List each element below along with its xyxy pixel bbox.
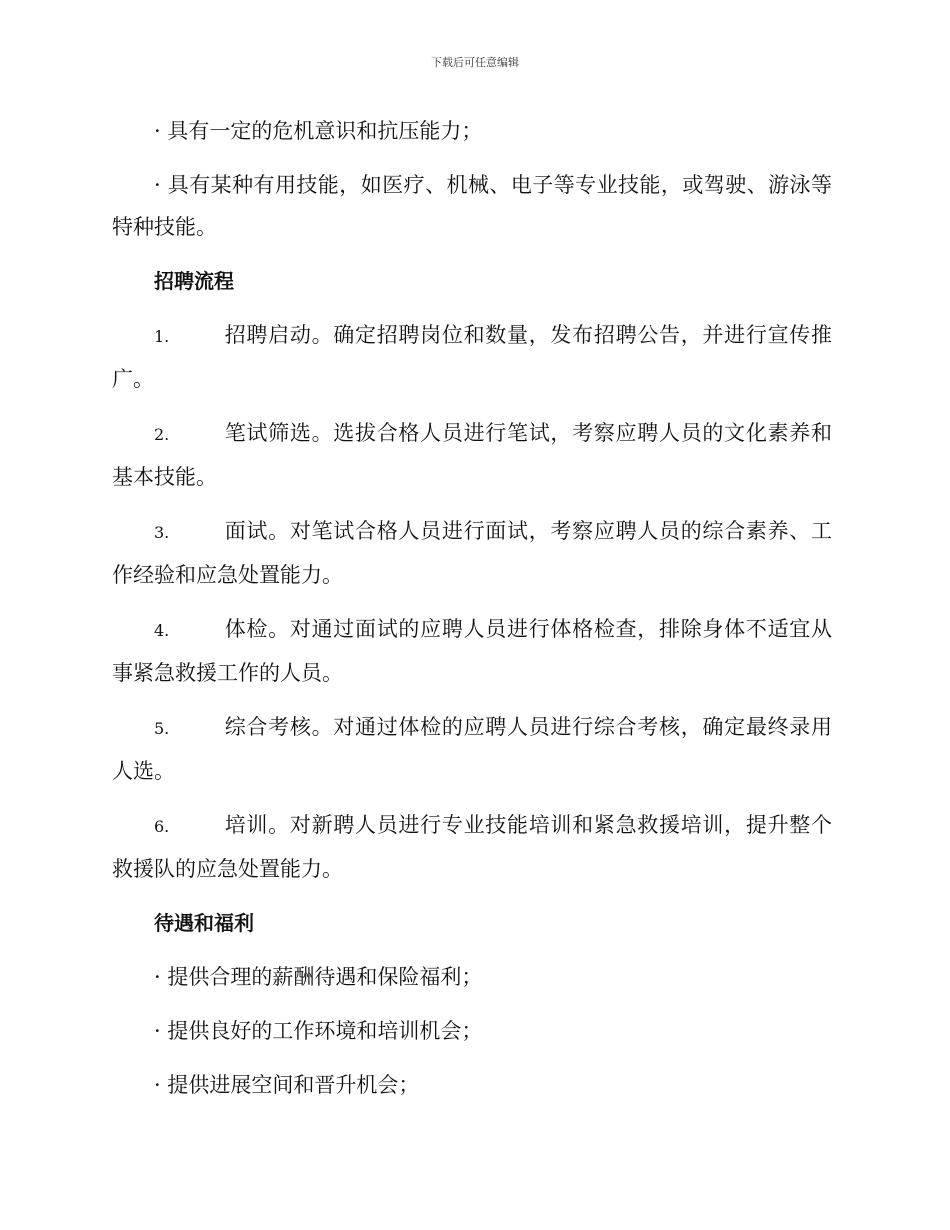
benefit-bullet: · 提供合理的薪酬待遇和保险福利；: [154, 965, 483, 989]
section-title-recruitment: 招聘流程: [154, 269, 234, 293]
benefit-bullet: · 提供进展空间和晋升机会；: [154, 1073, 420, 1097]
recruitment-step: [112, 608, 832, 694]
recruitment-step: [112, 314, 832, 400]
step-text: 体检。对通过面试的应聘人员进行体格检查，排除身体不适宜从事紧急救援工作的人员。: [112, 617, 832, 685]
requirement-bullet: · 具有一定的危机意识和抗压能力；: [154, 119, 483, 143]
recruitment-step: [112, 510, 832, 596]
step-number: 6.: [154, 817, 170, 836]
recruitment-step: [112, 412, 832, 498]
section-title-benefits: 待遇和福利: [154, 911, 254, 935]
step-number: 3.: [154, 523, 170, 542]
step-text: 招聘启动。确定招聘岗位和数量，发布招聘公告，并进行宣传推广。: [112, 323, 832, 391]
step-text: 面试。对笔试合格人员进行面试，考察应聘人员的综合素养、工作经验和应急处置能力。: [112, 519, 832, 587]
step-text: 笔试筛选。选拔合格人员进行笔试，考察应聘人员的文化素养和基本技能。: [112, 421, 832, 489]
requirement-bullet: · 具有某种有用技能，如医疗、机械、电子等专业技能，或驾驶、游泳等特种技能。: [112, 173, 832, 239]
step-number: 4.: [154, 621, 170, 640]
step-number: 1.: [154, 327, 170, 346]
step-number: 5.: [154, 719, 170, 738]
page-header: 下载后可任意编辑: [431, 56, 519, 69]
benefit-bullet: · 提供良好的工作环境和培训机会；: [154, 1019, 483, 1043]
document-body: [112, 110, 832, 1118]
recruitment-step: [112, 804, 832, 890]
step-text: 综合考核。对通过体检的应聘人员进行综合考核，确定最终录用人选。: [112, 715, 832, 783]
step-number: 2.: [154, 425, 170, 444]
recruitment-step: [112, 706, 832, 792]
step-text: 培训。对新聘人员进行专业技能培训和紧急救援培训，提升整个救援队的应急处置能力。: [112, 813, 832, 881]
